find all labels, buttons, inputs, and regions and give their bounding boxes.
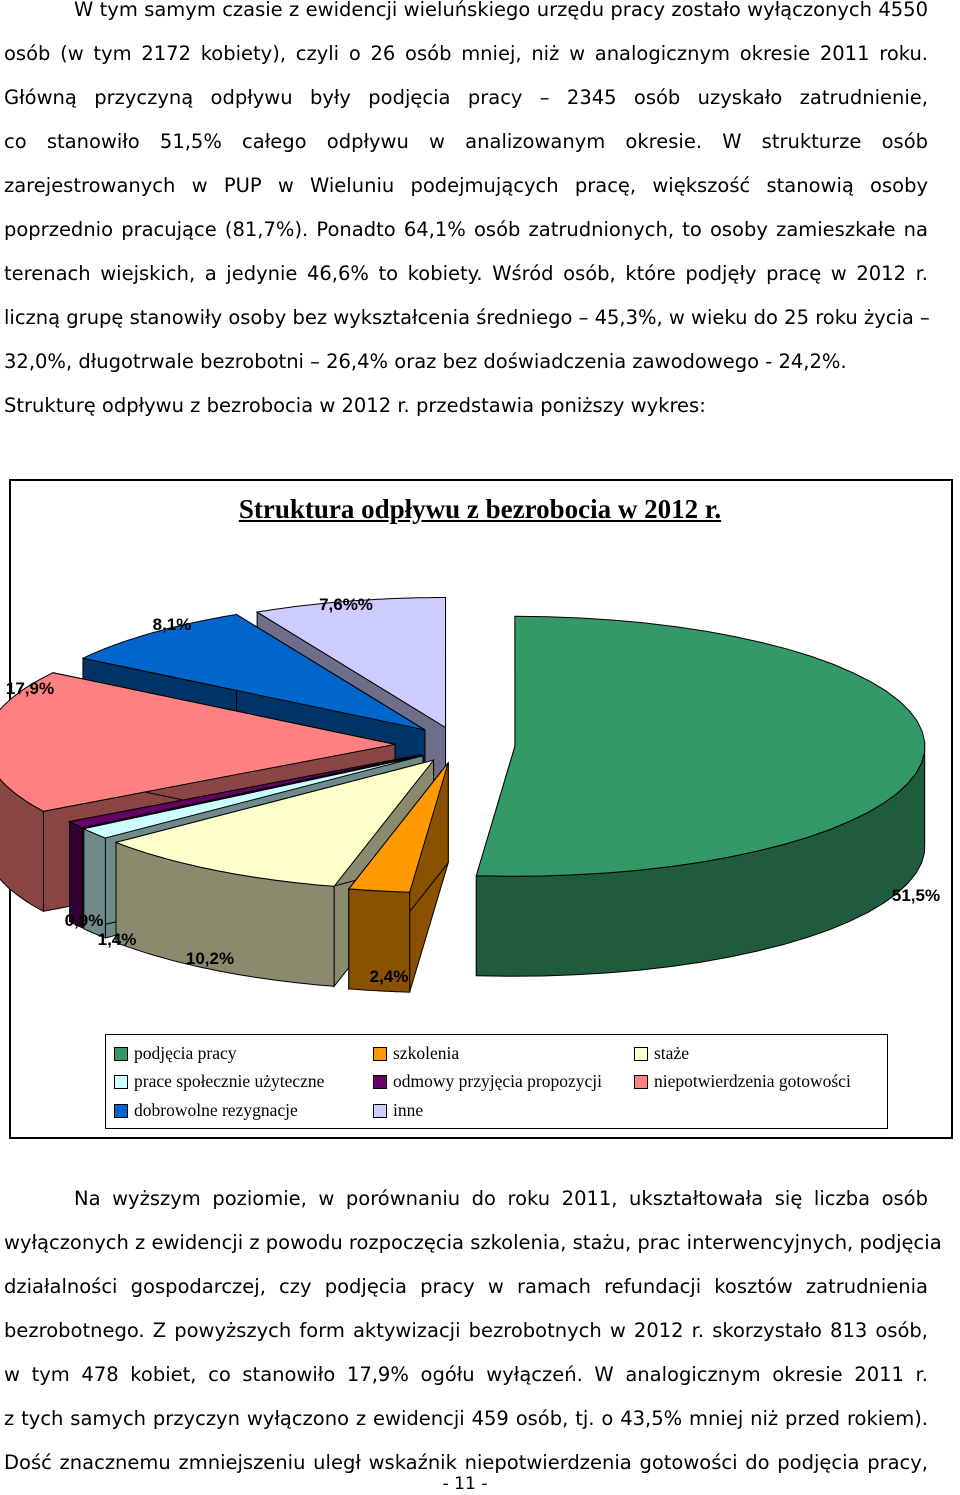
text-line: W tym samym czasie z ewidencji wieluńskiego urzędu pracy zostało wyłączonych 4550 bbox=[74, 0, 928, 21]
text-line: Na wyższym poziomie, w porównaniu do roku 2011, ukształtowała się liczba osób bbox=[74, 1187, 928, 1210]
text-line: Dość znacznemu zmniejszeniu uległ wskaźnik niepotwierdzenia gotowości do podjęcia pracy, bbox=[4, 1451, 928, 1474]
legend-swatch bbox=[114, 1047, 128, 1061]
pie-slice-label: 51,5% bbox=[891, 886, 941, 905]
legend-item bbox=[114, 1100, 298, 1121]
text-line: zarejestrowanych w PUP w Wieluniu podejmujących pracę, większość stanowią osoby bbox=[4, 174, 928, 197]
legend-swatch bbox=[373, 1075, 387, 1089]
text-line: z tych samych przyczyn wyłączono z ewidencji 459 osób, tj. o 43,5% mniej niż przed rokiem). bbox=[4, 1407, 928, 1430]
legend-label: inne bbox=[393, 1100, 424, 1120]
legend-item bbox=[634, 1071, 851, 1092]
pie-slice-label: 1,4% bbox=[97, 930, 137, 949]
legend-label: dobrowolne rezygnacje bbox=[134, 1100, 298, 1120]
legend-item bbox=[114, 1043, 237, 1064]
text-line: Główną przyczyną odpływu były podjęcia pracy – 2345 osób uzyskało zatrudnienie, bbox=[4, 86, 928, 109]
text-line: liczną grupę stanowiły osoby bez wykształcenia średniego – 45,3%, w wieku do 25 roku życia – bbox=[4, 306, 930, 329]
chart-title: Struktura odpływu z bezrobocia w 2012 r. bbox=[238, 494, 722, 524]
text-line: działalności gospodarczej, czy podjęcia pracy w ramach refundacji kosztów zatrudnienia bbox=[4, 1275, 928, 1298]
pie-slice-label: 7,6%% bbox=[319, 595, 373, 614]
legend-label: prace społecznie użyteczne bbox=[134, 1071, 325, 1091]
text-line: poprzednio pracujące (81,7%). Ponadto 64,1% osób zatrudnionych, to osoby zamieszkałe na bbox=[4, 218, 928, 241]
legend-swatch bbox=[373, 1047, 387, 1061]
text-line: co stanowiło 51,5% całego odpływu w analizowanym okresie. W strukturze osób bbox=[4, 130, 928, 153]
legend-swatch bbox=[373, 1104, 387, 1118]
text-line: w tym 478 kobiet, co stanowiło 17,9% ogółu wyłączeń. W analogicznym okresie 2011 r. bbox=[4, 1363, 928, 1386]
text-line: Strukturę odpływu z bezrobocia w 2012 r. przedstawia poniższy wykres: bbox=[4, 394, 706, 417]
pie-slice-label: 8,1% bbox=[152, 615, 192, 634]
legend-swatch bbox=[634, 1047, 648, 1061]
chart-legend bbox=[105, 1034, 888, 1129]
legend-item bbox=[114, 1071, 324, 1092]
text-line: wyłączonych z ewidencji z powodu rozpoczęcia szkolenia, stażu, prac interwencyjnych, podjęcia bbox=[4, 1231, 942, 1254]
text-line: bezrobotnego. Z powyższych form aktywizacji bezrobotnych w 2012 r. skorzystało 813 osób, bbox=[4, 1319, 928, 1342]
pie-slice-label: 2,4% bbox=[369, 967, 409, 986]
legend-label: staże bbox=[654, 1043, 689, 1063]
legend-swatch bbox=[114, 1075, 128, 1089]
paragraph-bottom bbox=[4, 1177, 942, 1485]
legend-swatch bbox=[114, 1104, 128, 1118]
text-line: osób (w tym 2172 kobiety), czyli o 26 osób mniej, niż w analogicznym okresie 2011 roku. bbox=[4, 42, 928, 65]
legend-label: szkolenia bbox=[393, 1043, 460, 1063]
legend-item bbox=[373, 1071, 602, 1092]
legend-label: niepotwierdzenia gotowości bbox=[654, 1071, 851, 1091]
legend-label: odmowy przyjęcia propozycji bbox=[393, 1071, 602, 1091]
legend-item bbox=[373, 1100, 423, 1121]
text-line: terenach wiejskich, a jedynie 46,6% to kobiety. Wśród osób, które podjęły pracę w 2012 r. bbox=[4, 262, 928, 285]
pie-slice-label: 17,9% bbox=[5, 679, 55, 698]
pie-slice-label: 0,9% bbox=[64, 911, 104, 930]
legend-swatch bbox=[634, 1075, 648, 1089]
text-line: 32,0%, długotrwale bezrobotni – 26,4% oraz bez doświadczenia zawodowego - 24,2%. bbox=[4, 350, 847, 373]
legend-item bbox=[373, 1043, 459, 1064]
page-number: - 11 - bbox=[442, 1474, 488, 1494]
legend-item bbox=[634, 1043, 689, 1064]
legend-label: podjęcia pracy bbox=[134, 1043, 237, 1063]
pie-slice-label: 10,2% bbox=[185, 949, 235, 968]
